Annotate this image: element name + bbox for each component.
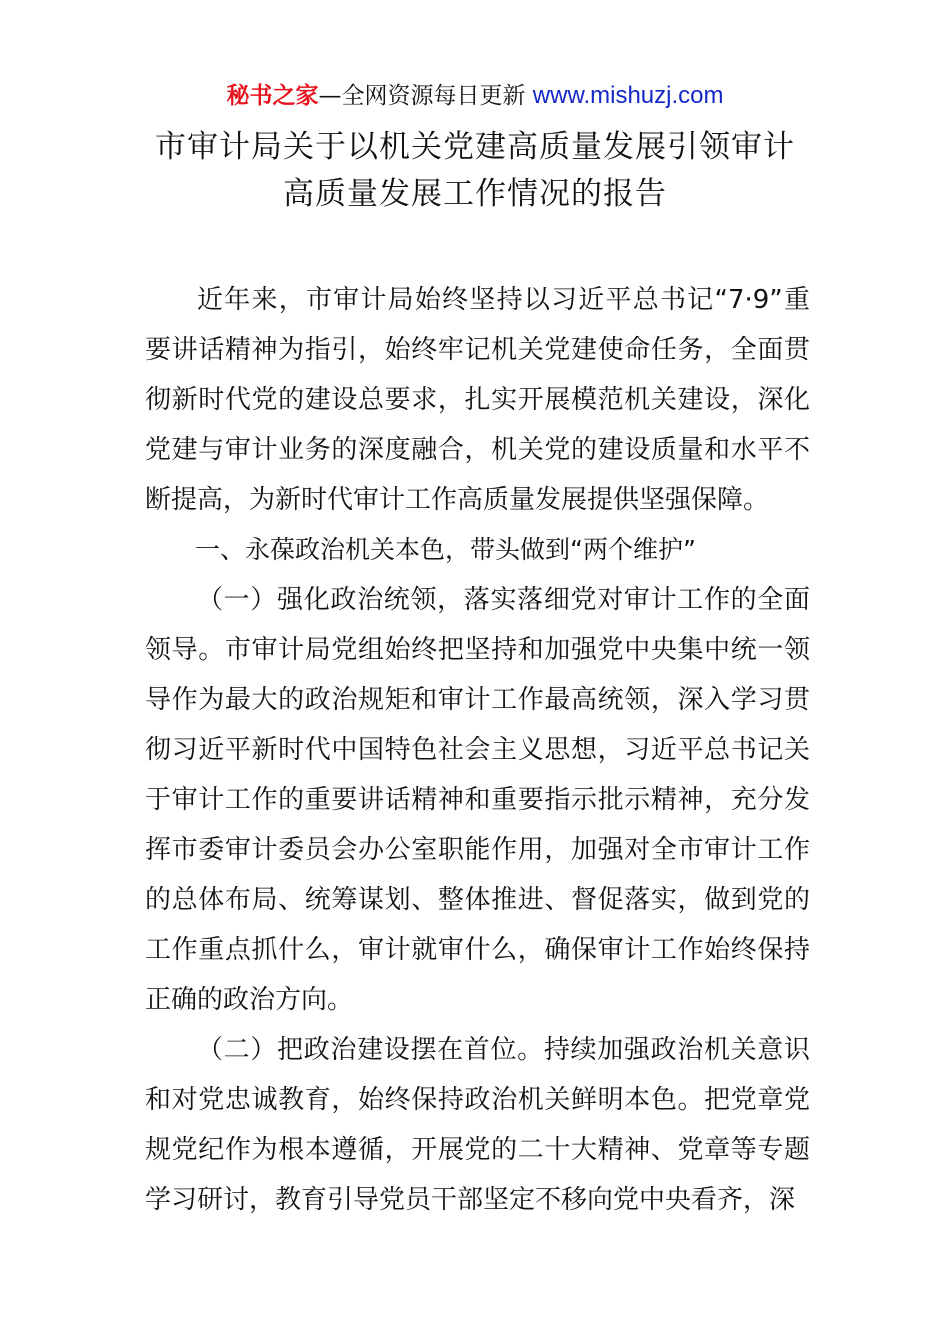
document-body [145,275,810,1225]
title-line-1: 市审计局关于以机关党建高质量发展引领审计 [155,129,795,165]
banner-tagline: —全网资源每日更新 [318,83,526,109]
banner-brand: 秘书之家 [226,83,319,109]
subsection-paragraph-2: （二）把政治建设摆在首位。持续加强政治机关意识和对党忠诚教育，始终保持政治机关鲜明本色。把党章党规党纪作为根本遵循，开展党的二十大精神、党章等专题学习研讨，教育引导党员干部坚定不移向党中央看齐，深 [145,1035,810,1215]
title-line-2: 高质量发展工作情况的报告 [283,176,667,212]
subsection-paragraph-1: （一）强化政治统领，落实落细党对审计工作的全面领导。市审计局党组始终把坚持和加强党中央集中统一领导作为最大的政治规矩和审计工作最高统领，深入学习贯彻习近平新时代中国特色社会主义思想，习近平总书记关于审计工作的重要讲话精神和重要指示批示精神，充分发挥市委审计委员会办公室职能作用，加强对全市审计工作的总体布局、统筹谋划、整体推进、督促落实，做到党的工作重点抓什么，审计就审什么，确保审计工作始终保持正确的政治方向。 [145,585,810,1015]
banner-url-link[interactable]: www.mishuzj.com [532,82,724,109]
intro-paragraph: 近年来，市审计局始终坚持以习近平总书记“7·9”重要讲话精神为指引，始终牢记机关党建使命任务，全面贯彻新时代党的建设总要求，扎实开展模范机关建设，深化党建与审计业务的深度融合，机关党的建设质量和水平不断提高，为新时代审计工作高质量发展提供坚强保障。 [145,285,810,515]
document-title [100,124,850,218]
site-banner [0,80,950,112]
section-heading-1: 一、永葆政治机关本色，带头做到“两个维护” [195,535,696,564]
